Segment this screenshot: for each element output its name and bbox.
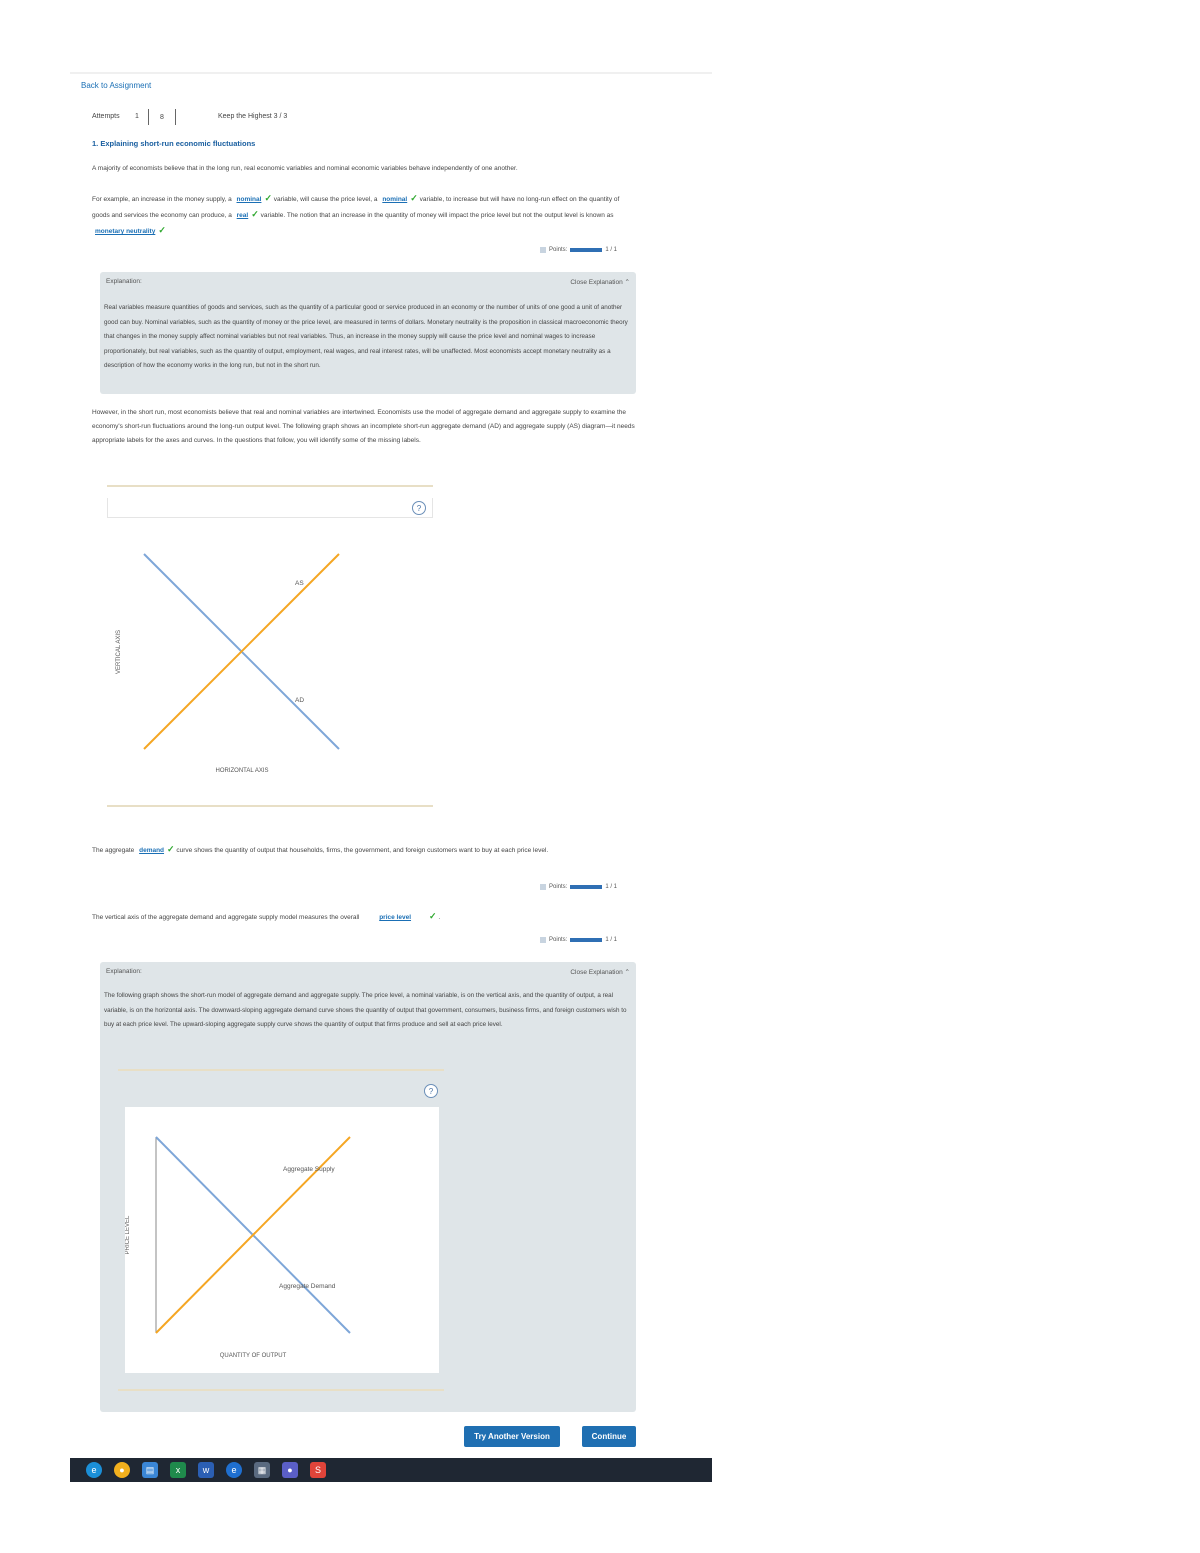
graph-1-top-rule bbox=[107, 485, 433, 487]
attempts-value: 1 bbox=[135, 113, 139, 120]
teams-icon[interactable]: ● bbox=[282, 1462, 298, 1478]
q2-text-b: curve shows the quantity of output that households, firms, the government, and foreign customers want to buy at each price level. bbox=[176, 847, 549, 854]
graph-2-bottom-rule bbox=[118, 1389, 444, 1391]
points-bar bbox=[570, 248, 602, 252]
answer-nominal-2[interactable]: nominal bbox=[382, 196, 408, 203]
question-2 bbox=[92, 842, 637, 858]
p1-text-c: variable, to increase but will have no long-run effect on the quantity of goods and services the economy can produce, a bbox=[92, 196, 620, 219]
check-icon: ✓ bbox=[158, 225, 166, 235]
continue-button[interactable]: Continue bbox=[582, 1426, 636, 1447]
back-to-assignment-link[interactable]: Back to Assignment bbox=[81, 81, 152, 90]
help-icon[interactable]: ? bbox=[412, 501, 426, 515]
points-icon bbox=[540, 884, 546, 890]
q2-text-a: The aggregate bbox=[92, 847, 135, 854]
points-label: Points: bbox=[549, 884, 568, 890]
p1-text-a: For example, an increase in the money supply, a bbox=[92, 196, 232, 203]
excel-icon[interactable]: x bbox=[170, 1462, 186, 1478]
aggregate-supply-label: Aggregate Supply bbox=[283, 1166, 335, 1173]
explanation-body: Real variables measure quantities of goods and services, such as the quantity of a particular good or service produced in an economy or the number of units of one good a unit of another good can buy. Nominal variables, such as the quantity of money or the price level, are measured in terms of dollars. Monetary neutrality is the proposition in classical macroeconomic theory that changes in the money supply affect nominal variables but not real variables. Thus, an increase in the money supply will cause the price level and nominal wages to increase proportionately, but real variables, such as the quantity of output, employment, real wages, and real interest rates, will be unaffected. Most economists accept monetary neutrality as a description of how the economy works in the long run, but not in the short run. bbox=[104, 304, 628, 369]
points-icon bbox=[540, 937, 546, 943]
attempts-counter: 8 bbox=[148, 109, 176, 125]
question-title: 1. Explaining short-run economic fluctuations bbox=[92, 139, 256, 148]
explanation-body: The following graph shows the short-run model of aggregate demand and aggregate supply. The price level, a nominal variable, is on the vertical axis, and the quantity of output, a real variable, is on the horizontal axis. The downward-sloping aggregate demand curve shows the quantity of output that government, consumers, business firms, and foreign customers wish to buy at each price level. The upward-sloping aggregate supply curve shows the quantity of output that firms produce and sell at each price level. bbox=[104, 992, 627, 1028]
question-intro: A majority of economists believe that in the long run, real economic variables and nominal economic variables behave independently of one another. bbox=[92, 165, 518, 172]
windows-taskbar bbox=[70, 1458, 712, 1482]
points-indicator-3 bbox=[540, 937, 617, 943]
points-bar bbox=[570, 885, 602, 889]
attempts-label: Attempts bbox=[92, 113, 120, 120]
q3-text-b: . bbox=[438, 914, 441, 921]
answer-nominal-1[interactable]: nominal bbox=[236, 196, 262, 203]
p1-text-d: variable. The notion that an increase in the quantity of money will impact the price level but not the output level is known as bbox=[260, 212, 614, 219]
top-divider bbox=[70, 72, 712, 74]
edge-icon[interactable]: e bbox=[86, 1462, 102, 1478]
app-s-icon[interactable]: S bbox=[310, 1462, 326, 1478]
y-axis-label: VERTICAL AXIS bbox=[116, 629, 122, 675]
as-label: AS bbox=[295, 580, 304, 587]
ie-icon[interactable]: e bbox=[226, 1462, 242, 1478]
check-icon: ✓ bbox=[429, 911, 437, 921]
check-icon: ✓ bbox=[167, 844, 175, 854]
points-indicator-1 bbox=[540, 247, 617, 253]
points-value: 1 / 1 bbox=[605, 937, 618, 943]
paragraph-2: However, in the short run, most economists believe that real and nominal variables are intertwined. Economists use the model of aggregate demand and aggregate supply to examine the economy's short-run fluctuations around the long-run output level. The following graph shows an incomplete short-run aggregate demand (AD) and aggregate supply (AS) diagram—it needs appropriate labels for the axes and curves. In the questions that follow, you will identify some of the missing labels. bbox=[92, 409, 635, 444]
check-icon: ✓ bbox=[410, 193, 418, 203]
graph-2-top-rule bbox=[118, 1069, 444, 1071]
try-another-version-button[interactable]: Try Another Version bbox=[464, 1426, 560, 1447]
graph-1 bbox=[107, 542, 433, 842]
chevron-up-icon: ⌃ bbox=[624, 279, 630, 286]
answer-demand[interactable]: demand bbox=[139, 847, 165, 854]
keep-highest-label: Keep the Highest 3 / 3 bbox=[218, 113, 288, 120]
points-label: Points: bbox=[549, 937, 568, 943]
ad-label: AD bbox=[295, 697, 305, 704]
points-label: Points: bbox=[549, 247, 568, 253]
points-value: 1 / 1 bbox=[605, 884, 618, 890]
chrome-icon[interactable]: ● bbox=[114, 1462, 130, 1478]
check-icon: ✓ bbox=[264, 193, 272, 203]
check-icon: ✓ bbox=[251, 209, 259, 219]
graph-2 bbox=[125, 1107, 439, 1373]
answer-monetary-neutrality[interactable]: monetary neutrality bbox=[95, 228, 156, 235]
word-icon[interactable]: w bbox=[198, 1462, 214, 1478]
question-3 bbox=[92, 909, 637, 925]
explanation-panel-1 bbox=[100, 272, 636, 394]
answer-price-level[interactable]: price level bbox=[379, 914, 412, 921]
explanation-panel-2 bbox=[100, 962, 636, 1412]
explanation-header: Explanation: bbox=[106, 968, 142, 975]
explanation-header: Explanation: bbox=[106, 278, 142, 285]
close-explanation-button[interactable]: Close Explanation ⌃ bbox=[570, 279, 630, 286]
chevron-up-icon: ⌃ bbox=[624, 969, 630, 976]
x-axis-label: HORIZONTAL AXIS bbox=[215, 768, 269, 774]
explorer-icon[interactable]: ▤ bbox=[142, 1462, 158, 1478]
p1-text-b: variable, will cause the price level, a bbox=[273, 196, 378, 203]
close-explanation-button[interactable]: Close Explanation ⌃ bbox=[570, 969, 630, 976]
calculator-icon[interactable]: ▦ bbox=[254, 1462, 270, 1478]
points-bar bbox=[570, 938, 602, 942]
graph-1-bottom-rule bbox=[107, 805, 433, 807]
graph-1-toolbar bbox=[107, 498, 433, 518]
question-paragraph-1 bbox=[92, 191, 637, 239]
points-indicator-2 bbox=[540, 884, 617, 890]
help-icon[interactable]: ? bbox=[424, 1084, 438, 1098]
points-icon bbox=[540, 247, 546, 253]
y-axis-label: PRICE LEVEL bbox=[125, 1215, 131, 1255]
assignment-page bbox=[70, 72, 712, 1484]
answer-real[interactable]: real bbox=[236, 212, 249, 219]
points-value: 1 / 1 bbox=[605, 247, 618, 253]
q3-text-a: The vertical axis of the aggregate demand and aggregate supply model measures the overall bbox=[92, 914, 360, 921]
x-axis-label: QUANTITY OF OUTPUT bbox=[219, 1353, 287, 1359]
aggregate-demand-label: Aggregate Demand bbox=[279, 1283, 336, 1290]
